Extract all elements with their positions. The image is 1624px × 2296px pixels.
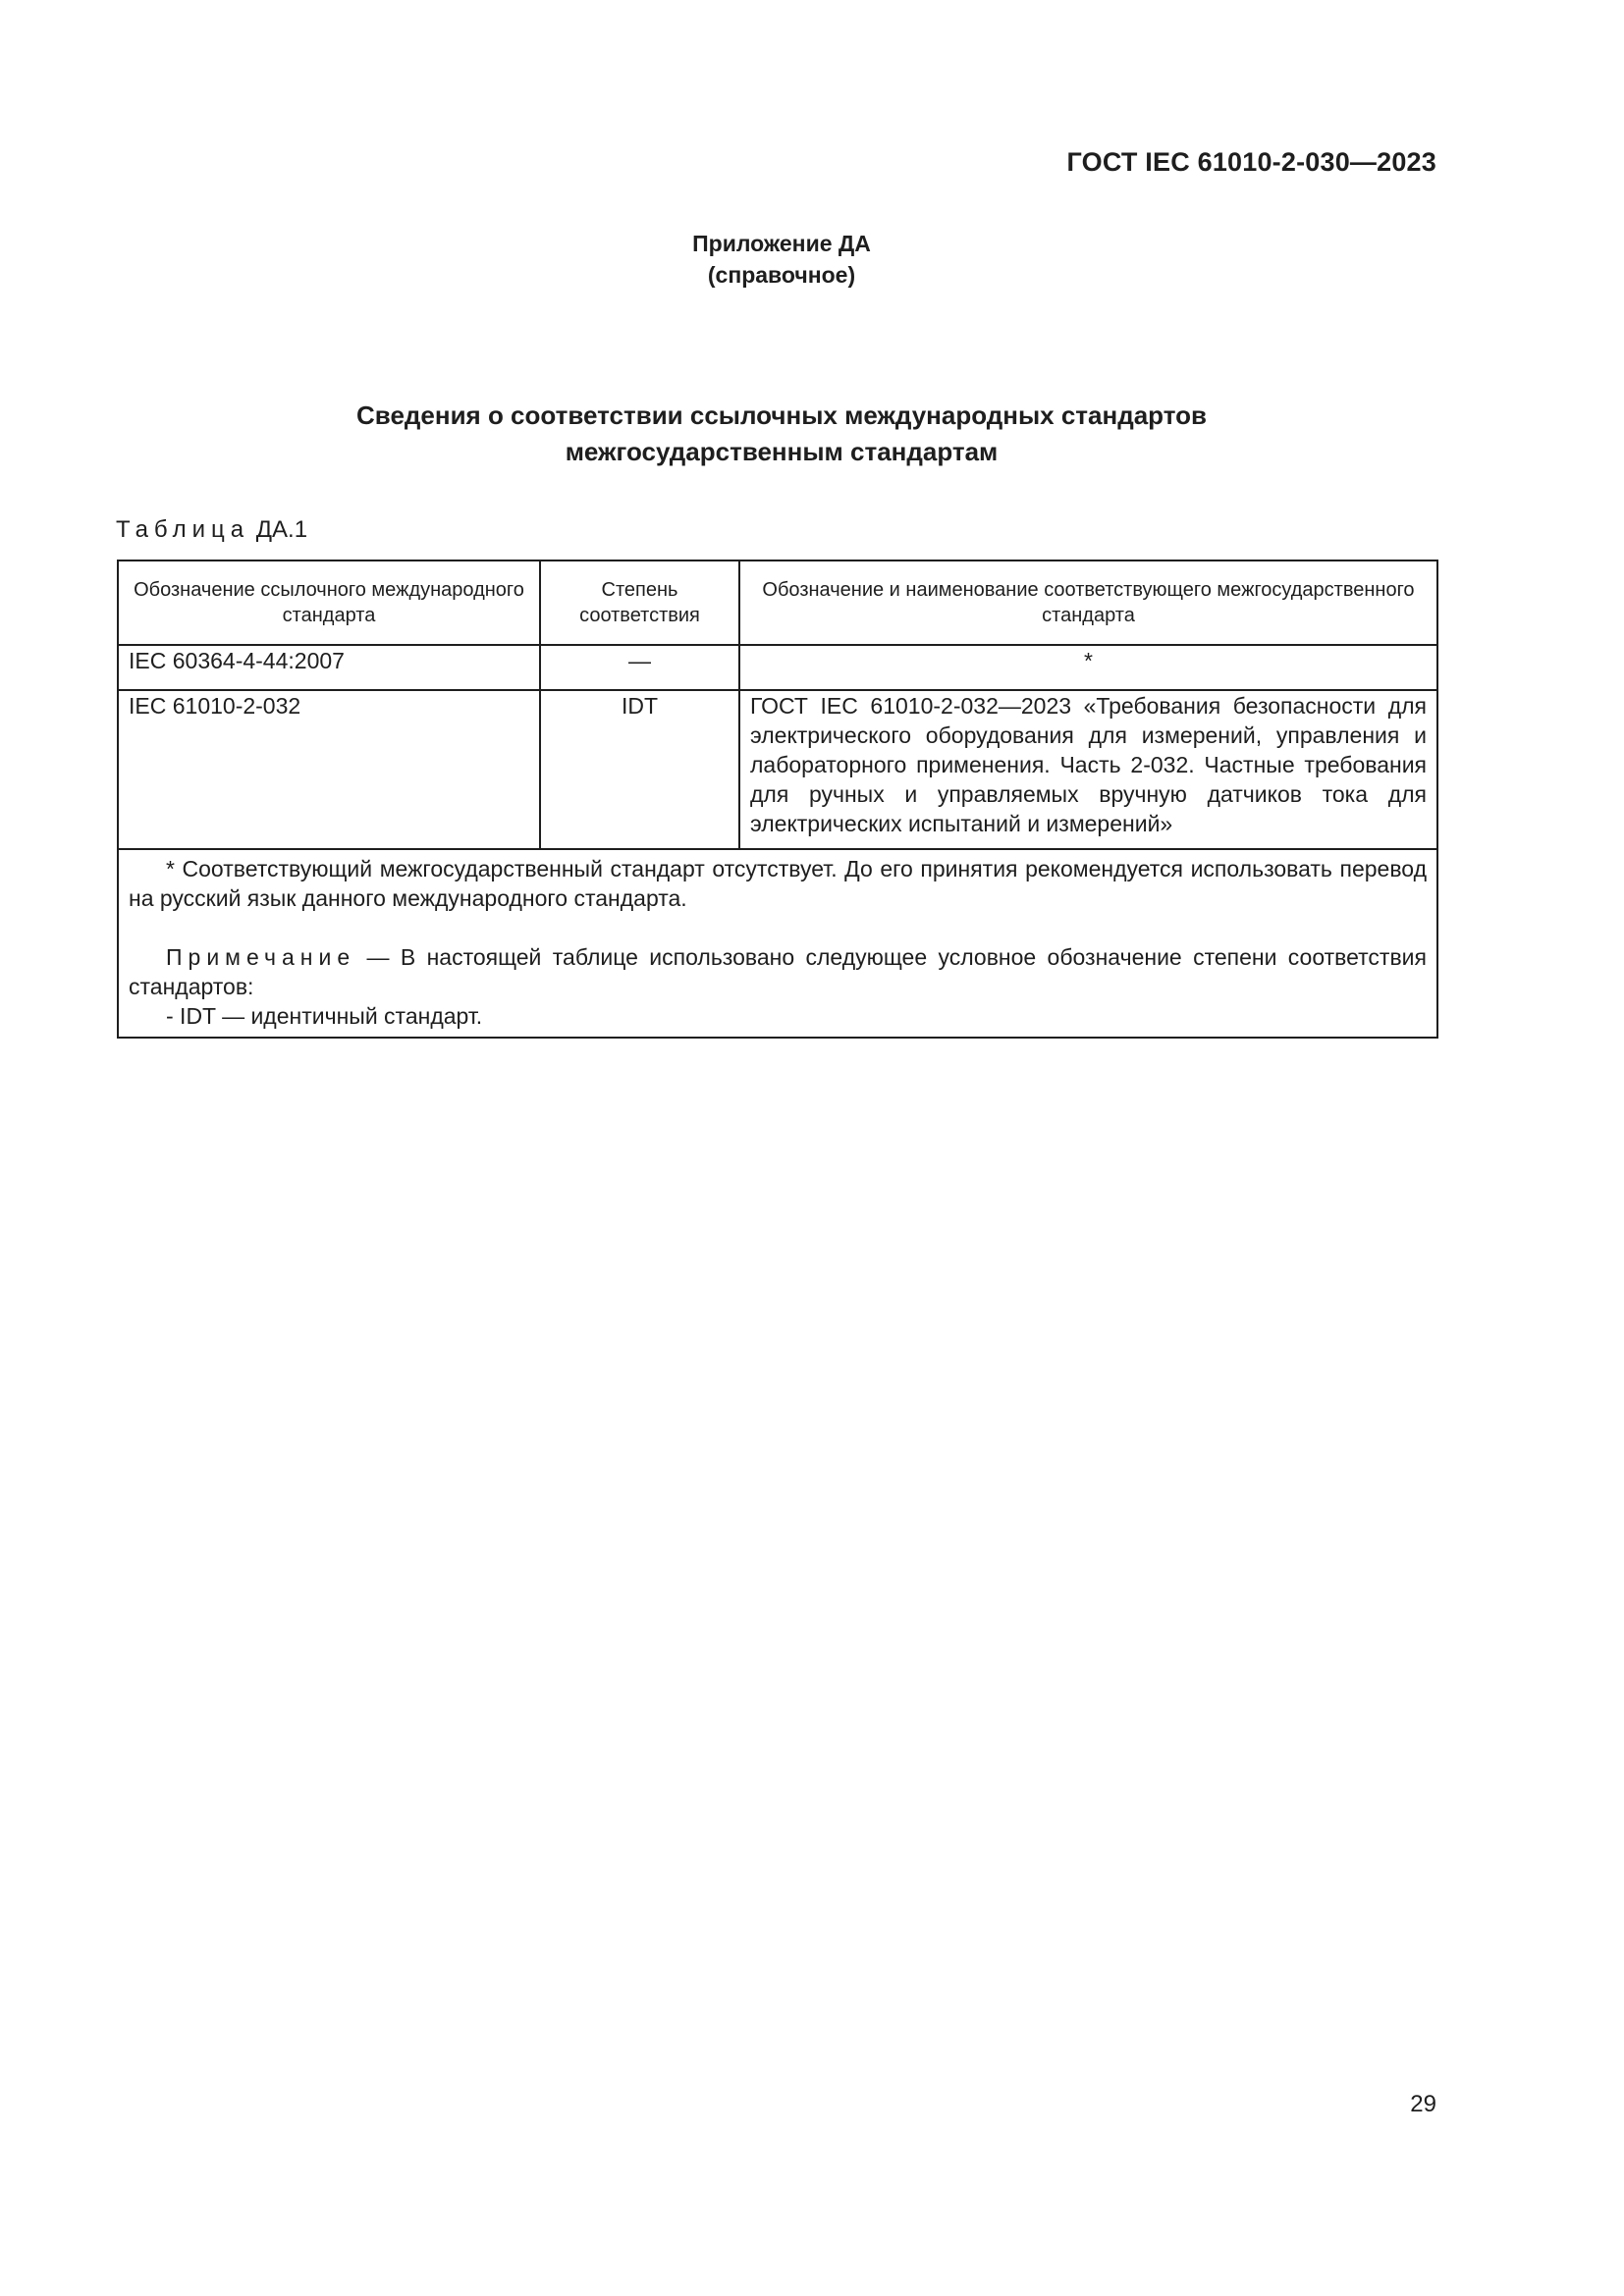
table-row (118, 690, 1437, 849)
page-number: 29 (1410, 2091, 1436, 2117)
note-text: — В настоящей таблице использовано следующее условное обозначение степени соответствия стандартов: (129, 944, 1427, 999)
table-row (118, 645, 1437, 690)
table-caption (116, 516, 307, 544)
header-degree: Степень соответствия (540, 561, 739, 645)
annex-heading (0, 228, 1563, 291)
note-list-item: - IDT — идентичный стандарт. (166, 1003, 483, 1029)
document-code: ГОСТ IEC 61010-2-030—2023 (1066, 147, 1436, 177)
section-title-line-2: межгосударственным стандартам (565, 437, 999, 466)
cell-national-standard: * (739, 645, 1437, 690)
table-caption-word: Таблица (116, 516, 250, 543)
table-caption-number: ДА.1 (249, 516, 308, 543)
header-national-standard: Обозначение и наименование соответствующего межгосударственного стандарта (739, 561, 1437, 645)
correspondence-table (117, 560, 1438, 1039)
table-header-row (118, 561, 1437, 645)
annex-title: Приложение ДА (692, 231, 871, 256)
table-footnote: * Соответствующий межгосударственный стандарт отсутствует. До его принятия рекомендуется использовать перевод на русский язык данного международного стандарта. (129, 856, 1427, 911)
cell-degree: IDT (540, 690, 739, 849)
table-footnote-row (118, 849, 1437, 1038)
cell-ref-standard: IEC 60364-4-44:2007 (118, 645, 540, 690)
table-footnote-cell (118, 849, 1437, 1038)
cell-ref-standard: IEC 61010-2-032 (118, 690, 540, 849)
annex-subtitle: (справочное) (707, 262, 856, 288)
section-title (0, 398, 1563, 470)
cell-degree: — (540, 645, 739, 690)
cell-national-standard: ГОСТ IEC 61010-2-032—2023 «Требования безопасности для электрического оборудования для измерений, управления и лабораторного применения. Часть 2-032. Частные требования для ручных и управляемых вручную датчиков тока для электрических испытаний и измерений» (739, 690, 1437, 849)
section-title-line-1: Сведения о соответствии ссылочных международных стандартов (356, 400, 1207, 430)
table-note (129, 942, 1427, 1001)
note-label: Примечание (166, 944, 356, 970)
header-ref-standard: Обозначение ссылочного международного стандарта (118, 561, 540, 645)
